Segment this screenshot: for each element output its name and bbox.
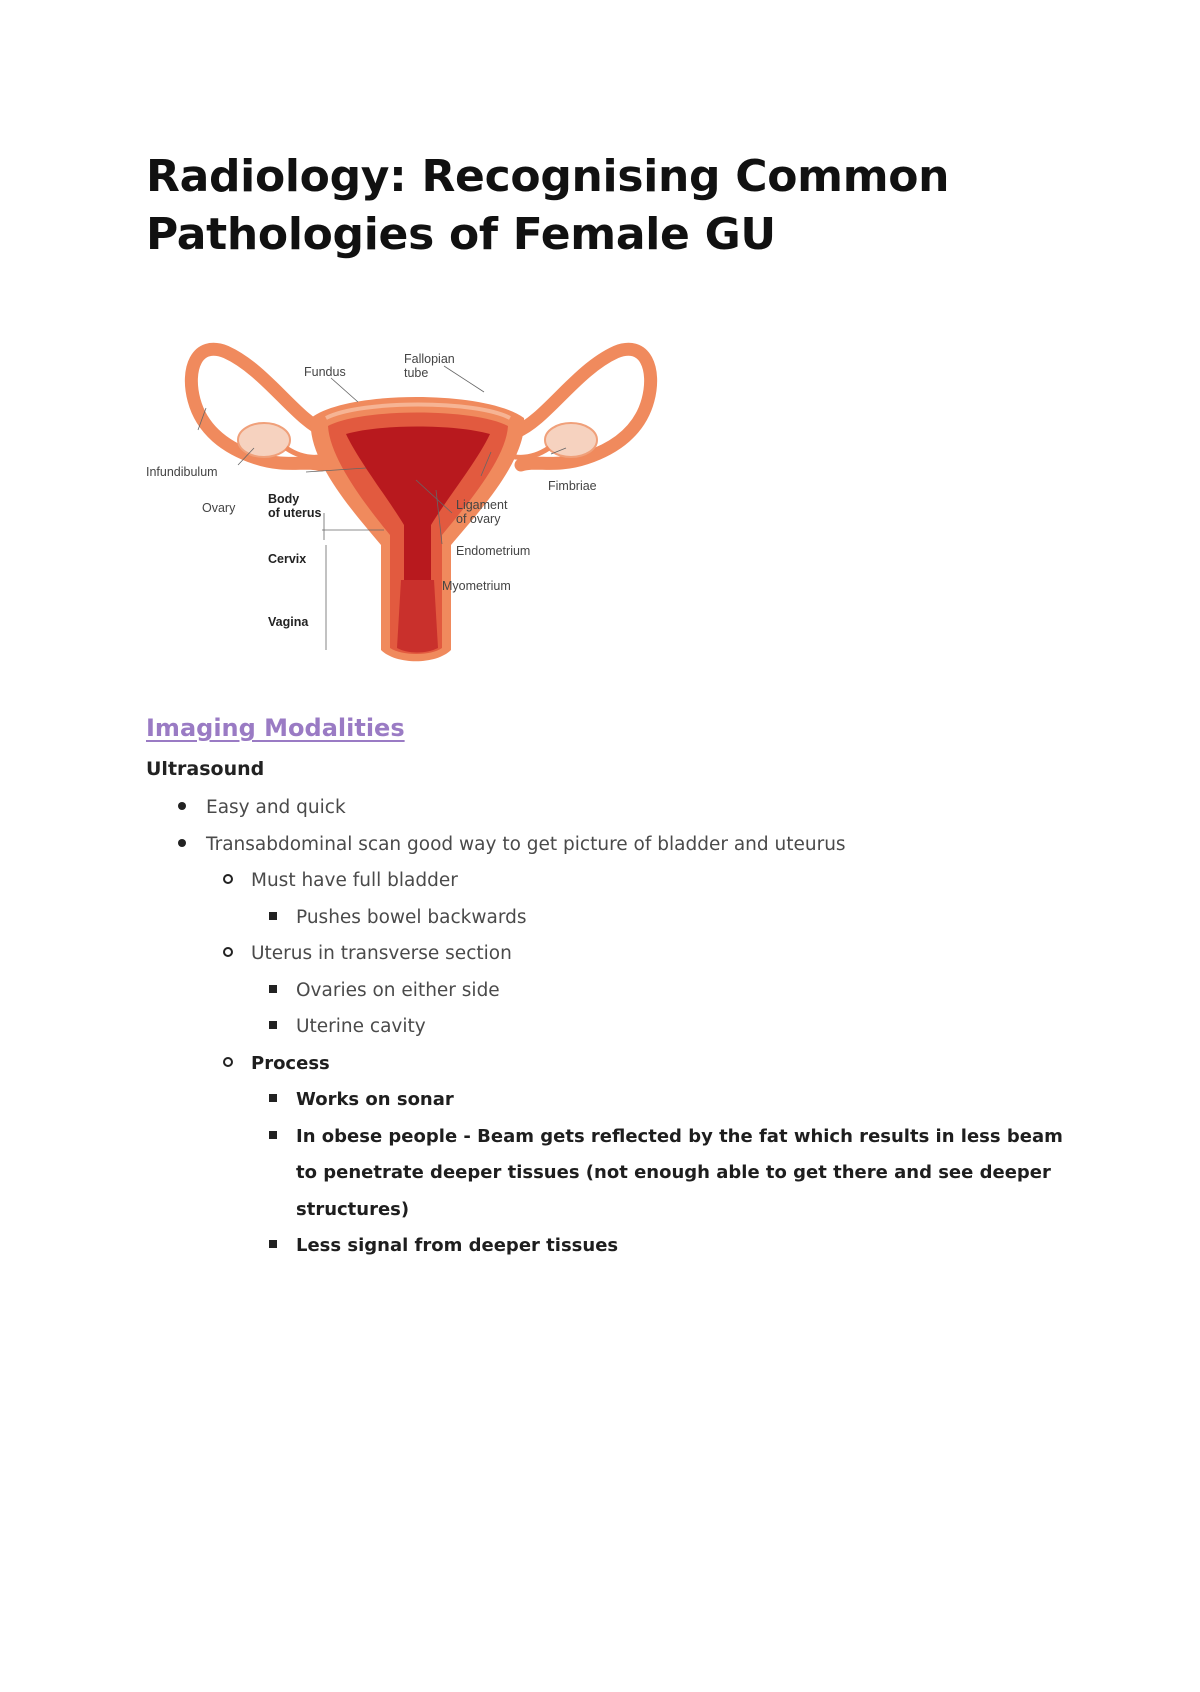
label-ligament-of-ovary-line1: Ligament [456,498,508,512]
label-infundibulum: Infundibulum [146,465,218,479]
list-item: Must have full bladder [146,863,1066,900]
label-vagina: Vagina [268,615,309,629]
uterus-anatomy-illustration [146,330,686,670]
list-item: Ovaries on either side [146,973,1066,1010]
bullet-circle-icon [223,936,233,973]
label-ovary: Ovary [202,501,236,515]
label-body-of-uterus-line1: Body [268,492,300,506]
bullet-square-icon [269,1082,277,1119]
subheading-ultrasound: Ultrasound [146,758,265,780]
label-fallopian-tube-line1: Fallopian [404,352,455,366]
label-cervix: Cervix [268,552,307,566]
bullet-square-icon [269,1009,277,1046]
bullet-square-icon [269,1228,277,1265]
bullet-disc-icon [178,827,186,864]
ultrasound-bullet-list [146,790,1066,1265]
bullet-square-icon [269,900,277,937]
bullet-square-icon [269,1119,277,1156]
label-fimbriae: Fimbriae [548,479,597,493]
bullet-disc-icon [178,790,186,827]
label-fallopian-tube-line2: tube [404,366,429,380]
list-item: Pushes bowel backwards [146,900,1066,937]
label-ligament-of-ovary-line2: of ovary [456,512,501,526]
page-title: Radiology: Recognising Common Pathologies of Female GU [146,151,950,260]
uterus-anatomy-diagram [146,330,686,670]
label-endometrium: Endometrium [456,544,531,558]
section-heading: Imaging Modalities [146,714,405,742]
list-item: Transabdominal scan good way to get picture of bladder and uteurus [146,827,1066,864]
bullet-square-icon [269,973,277,1010]
label-myometrium: Myometrium [442,579,511,593]
list-item: In obese people - Beam gets reflected by the fat which results in less beam to penetrate deeper tissues (not enough able to get there and see deeper structures) [146,1119,1066,1229]
list-item: Easy and quick [146,790,1066,827]
bullet-circle-icon [223,1046,233,1083]
list-item: Uterus in transverse section [146,936,1066,973]
list-item: Uterine cavity [146,1009,1066,1046]
right-ovary [545,423,597,457]
list-item: Works on sonar [146,1082,1066,1119]
vaginal-canal [397,580,438,653]
bullet-circle-icon [223,863,233,900]
list-item: Less signal from deeper tissues [146,1228,1066,1265]
left-ovary [238,423,290,457]
list-item: Process [146,1046,1066,1083]
label-fundus: Fundus [304,365,346,379]
label-body-of-uterus-line2: of uterus [268,506,322,520]
